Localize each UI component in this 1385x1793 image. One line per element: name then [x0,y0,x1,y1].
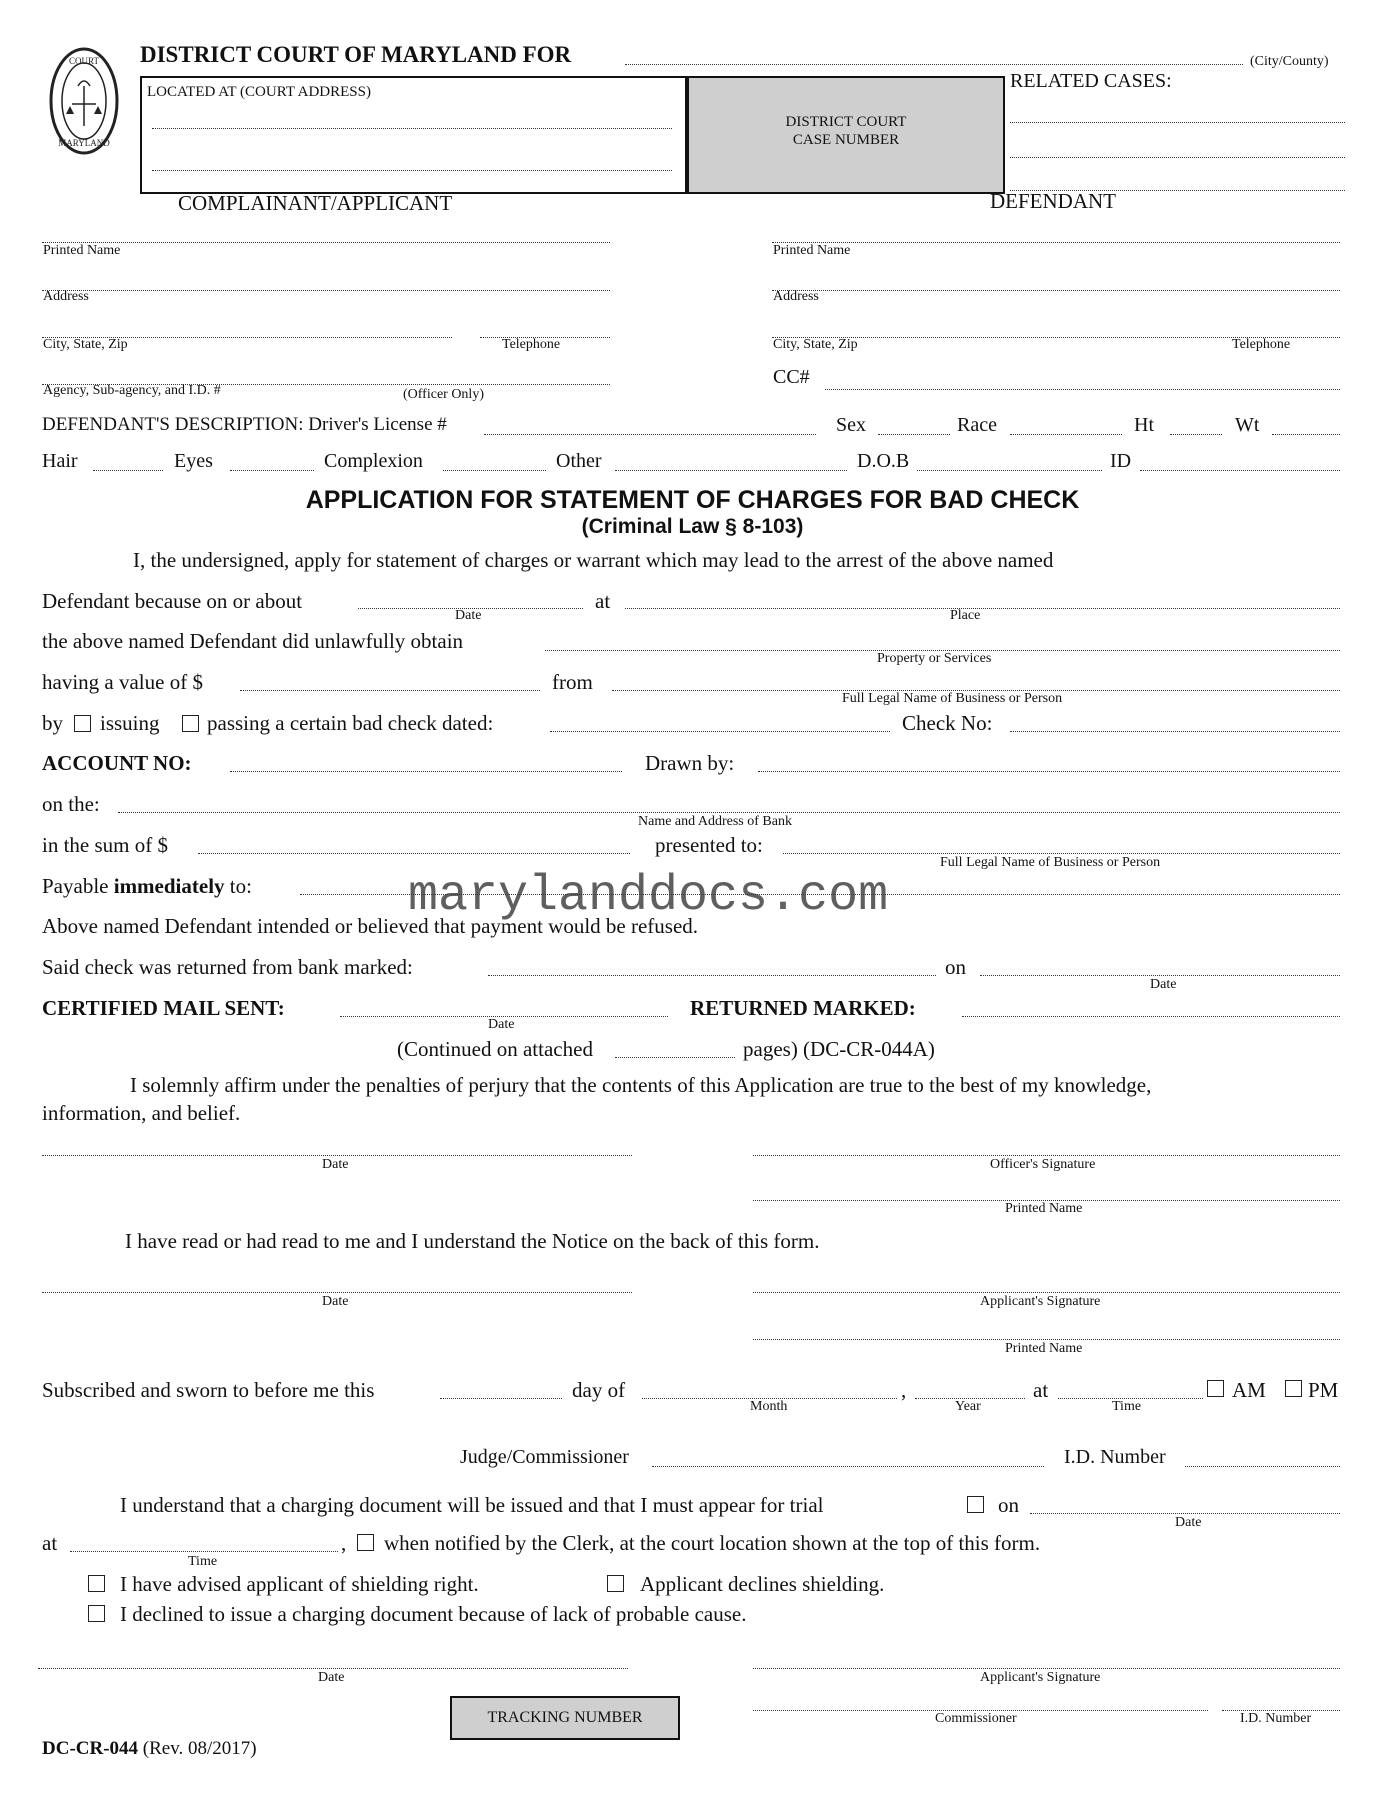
other-field[interactable] [615,470,847,471]
declined-text: I declined to issue a charging document because of lack of probable cause. [120,1602,747,1626]
passing-checkbox[interactable] [182,715,199,732]
judge-label: Judge/Commissioner [460,1446,629,1468]
applicant-signature-caption: Applicant's Signature [980,1294,1101,1309]
place-field[interactable] [625,608,1340,609]
value-label: having a value of $ [42,670,203,694]
race-label: Race [957,414,997,436]
continued-text-2: pages) (DC-CR-044A) [743,1037,935,1061]
payable-text-1: Payable [42,874,109,898]
complainant-heading: COMPLAINANT/APPLICANT [178,191,453,215]
am-checkbox[interactable] [1207,1380,1224,1397]
drawn-by-field[interactable] [758,771,1340,772]
related-cases-label: RELATED CASES: [1010,70,1172,92]
notified-checkbox[interactable] [357,1534,374,1551]
declined-checkbox[interactable] [88,1605,105,1622]
wt-label: Wt [1235,414,1260,436]
passing-label: passing a certain bad check dated: [207,711,494,735]
ht-field[interactable] [1170,434,1222,435]
watermark: marylanddocs.com [408,868,889,925]
pm-label: PM [1308,1378,1339,1402]
officer-signature-field[interactable] [753,1155,1340,1156]
continued-text-1: (Continued on attached [397,1037,593,1061]
form-number [42,1738,257,1760]
declines-text: Applicant declines shielding. [640,1572,885,1596]
drivers-license-field[interactable] [484,434,816,435]
on-the-label: on the: [42,792,100,816]
check-no-label: Check No: [902,711,993,735]
eyes-field[interactable] [230,470,314,471]
affirm-text-2: information, and belief. [42,1101,241,1125]
applicant-printed-name-caption: Printed Name [1005,1341,1083,1356]
case-number-box[interactable] [687,76,1005,194]
sex-label: Sex [836,414,866,436]
am-label: AM [1232,1378,1266,1402]
complainant-name-field[interactable] [42,242,610,243]
understand-text: I understand that a charging document will be issued and that I must appear for trial [120,1493,824,1517]
certified-label: CERTIFIED MAIL SENT: [42,996,285,1020]
affirm-date-field[interactable] [42,1155,632,1156]
applicant-printed-name-field[interactable] [753,1339,1340,1340]
presented-caption: Full Legal Name of Business or Person [940,855,1161,870]
court-title: DISTRICT COURT OF MARYLAND FOR [140,42,572,67]
advised-checkbox[interactable] [88,1575,105,1592]
related-cases-line-2[interactable] [1010,157,1345,158]
dob-label: D.O.B [857,450,910,472]
city-county-caption: (City/County) [1250,54,1329,69]
eyes-label: Eyes [174,450,213,472]
hair-field[interactable] [93,470,163,471]
id-field[interactable] [1140,470,1340,471]
trial-time-field[interactable] [70,1551,338,1552]
because-label: Defendant because on or about [42,589,303,613]
returned-field[interactable] [488,975,936,976]
court-address-box[interactable] [140,76,687,194]
bottom-applicant-signature-caption: Applicant's Signature [980,1670,1101,1685]
sworn-month-caption: Month [750,1399,788,1414]
judge-id-label: I.D. Number [1064,1446,1166,1468]
advised-text: I have advised applicant of shielding right. [120,1572,479,1596]
form-title: APPLICATION FOR STATEMENT OF CHARGES FOR BAD CHECK [305,486,1080,514]
from-label: from [552,670,593,694]
payable-label [42,874,252,899]
case-number-label-2: CASE NUMBER [792,132,900,148]
complainant-telephone-caption: Telephone [502,337,561,352]
hair-label: Hair [42,450,78,472]
complainant-city-caption: City, State, Zip [43,337,128,352]
affirm-text-1: I solemnly affirm under the penalties of perjury that the contents of this Application are true to the best of my knowledge, [130,1073,1152,1097]
sum-label: in the sum of $ [42,833,168,857]
property-caption: Property or Services [877,651,992,666]
obtain-label: the above named Defendant did unlawfully obtain [42,629,464,653]
intended-text: Above named Defendant intended or believed that payment would be refused. [42,914,699,938]
wt-field[interactable] [1272,434,1340,435]
form-subtitle: (Criminal Law § 8-103) [581,515,804,538]
court-address-line-2[interactable] [152,170,672,171]
presented-field[interactable] [783,853,1340,854]
presented-label: presented to: [655,833,763,857]
complainant-address-field[interactable] [42,290,610,291]
bank-field[interactable] [118,812,1340,813]
svg-text:COURT: COURT [69,56,99,66]
officer-signature-caption: Officer's Signature [990,1157,1096,1172]
sworn-day-field[interactable] [440,1398,562,1399]
affirm-date-caption: Date [322,1157,349,1172]
court-address-label: LOCATED AT (COURT ADDRESS) [147,84,371,100]
defendant-city-caption: City, State, Zip [773,337,858,352]
notice-date-caption: Date [322,1294,349,1309]
account-no-field[interactable] [230,771,622,772]
race-field[interactable] [1010,434,1122,435]
agency-caption: Agency, Sub-agency, and I.D. # [43,383,221,398]
returned-marked-label: RETURNED MARKED: [690,996,916,1020]
officer-only-caption: (Officer Only) [403,387,484,402]
trial-comma: , [341,1531,347,1555]
at-label: at [595,589,611,613]
day-of-label: day of [572,1378,626,1402]
pm-checkbox[interactable] [1285,1380,1302,1397]
sex-field[interactable] [878,434,950,435]
bottom-applicant-signature-field[interactable] [753,1668,1340,1669]
svg-text:MARYLAND: MARYLAND [58,138,110,148]
sworn-year-caption: Year [955,1399,981,1414]
trial-date-checkbox[interactable] [967,1496,984,1513]
complexion-field[interactable] [443,470,546,471]
returned-date-caption: Date [1150,977,1177,992]
judge-id-field[interactable] [1185,1466,1340,1467]
notice-date-field[interactable] [42,1292,632,1293]
payable-text-3: to: [229,874,252,898]
sworn-time-caption: Time [1112,1399,1142,1414]
court-address-line-1[interactable] [152,128,672,129]
form-number-code: DC-CR-044 [42,1738,139,1759]
applicant-signature-field[interactable] [753,1292,1340,1293]
trial-time-caption: Time [188,1554,218,1569]
bottom-date-field[interactable] [38,1668,628,1669]
notice-text: I have read or had read to me and I understand the Notice on the back of this form. [125,1229,820,1253]
commissioner-id-caption: I.D. Number [1240,1711,1312,1726]
returned-label: Said check was returned from bank marked: [42,955,413,979]
complexion-label: Complexion [324,450,423,472]
trial-on-label: on [998,1493,1019,1517]
from-caption: Full Legal Name of Business or Person [842,691,1063,706]
form-revision: (Rev. 08/2017) [142,1738,257,1759]
drivers-license-label: DEFENDANT'S DESCRIPTION: Driver's License # [42,414,447,435]
other-label: Other [556,450,602,472]
ht-label: Ht [1134,414,1154,436]
trial-date-caption: Date [1175,1515,1202,1530]
defendant-name-field[interactable] [772,242,1340,243]
sworn-at-label: at [1033,1378,1049,1402]
related-cases-line-1[interactable] [1010,122,1345,123]
by-label: by [42,711,63,735]
place-caption: Place [950,608,981,623]
trial-date-field[interactable] [1030,1513,1340,1514]
tracking-number-box[interactable] [450,1696,680,1740]
court-seal-icon [48,46,120,156]
defendant-telephone-caption: Telephone [1232,337,1291,352]
cc-field[interactable] [825,389,1340,390]
intro-text: I, the undersigned, apply for statement of charges or warrant which may lead to the arrest of the above named [133,548,1054,572]
judge-field[interactable] [652,1466,1044,1467]
commissioner-caption: Commissioner [935,1711,1017,1726]
defendant-address-caption: Address [773,289,819,304]
city-county-field[interactable] [625,64,1243,65]
bank-caption: Name and Address of Bank [638,814,792,829]
returned-marked-field[interactable] [962,1016,1340,1017]
complainant-name-caption: Printed Name [43,243,121,258]
drawn-by-label: Drawn by: [645,751,735,775]
defendant-heading: DEFENDANT [990,189,1116,213]
sworn-comma: , [901,1378,907,1402]
returned-date-field[interactable] [980,975,1340,976]
issuing-label: issuing [100,711,160,735]
bottom-date-caption: Date [318,1670,345,1685]
value-field[interactable] [240,690,540,691]
cc-label: CC# [773,366,810,388]
defendant-name-caption: Printed Name [773,243,851,258]
check-date-field[interactable] [550,731,890,732]
dob-field[interactable] [917,470,1102,471]
id-label: ID [1110,450,1132,472]
payable-text-2: immediately [113,874,225,898]
offense-date-caption: Date [455,608,482,623]
continued-pages-field[interactable] [615,1057,735,1058]
declines-checkbox[interactable] [607,1575,624,1592]
sum-field[interactable] [198,853,630,854]
officer-printed-name-caption: Printed Name [1005,1201,1083,1216]
certified-date-caption: Date [488,1017,515,1032]
check-no-field[interactable] [1010,731,1340,732]
complainant-address-caption: Address [43,289,89,304]
defendant-address-field[interactable] [772,290,1340,291]
account-no-label: ACCOUNT NO: [42,751,192,775]
trial-at-label: at [42,1531,58,1555]
returned-on-label: on [945,955,966,979]
issuing-checkbox[interactable] [74,715,91,732]
subscribed-label: Subscribed and sworn to before me this [42,1378,375,1402]
tracking-number-label: TRACKING NUMBER [487,1709,643,1726]
notified-text: when notified by the Clerk, at the court location shown at the top of this form. [384,1531,1041,1555]
case-number-label-1: DISTRICT COURT [785,114,907,130]
